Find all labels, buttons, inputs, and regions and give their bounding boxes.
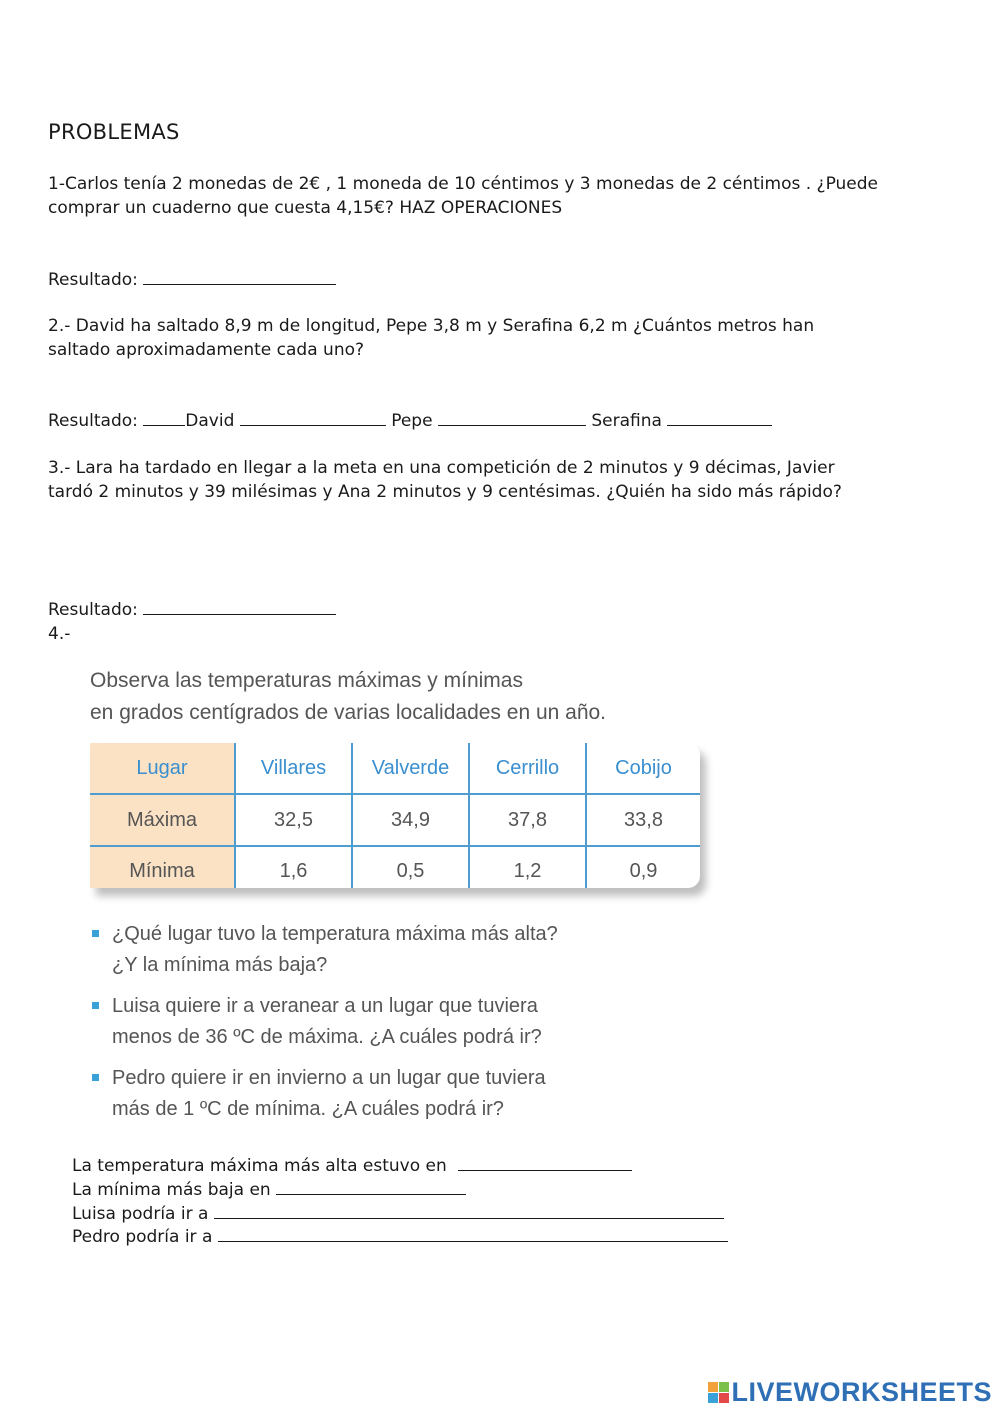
problem-2-line-1: 2.- David ha saltado 8,9 m de longitud, Pepe 3,8 m y Serafina 6,2 m ¿Cuántos metros han (48, 316, 815, 336)
bullet-square-icon (92, 930, 99, 937)
table-cell: 37,8 (469, 794, 586, 846)
table-row-maxima (90, 794, 700, 846)
table-cell: 34,9 (352, 794, 469, 846)
question-1-line-1: ¿Qué lugar tuvo la temperatura máxima más alta? (112, 923, 558, 945)
problem-2-line-2: saltado aproximadamente cada uno? (48, 340, 365, 360)
problem-2-pre-blank[interactable] (143, 410, 185, 426)
brand-text: LIVEWORKSHEETS (731, 1376, 992, 1407)
name-david: David (185, 411, 235, 431)
table-cell: 33,8 (586, 794, 700, 846)
answer-min (72, 1179, 466, 1202)
problem-1-line-1: 1-Carlos tenía 2 monedas de 2€ , 1 moneda de 10 céntimos y 3 monedas de 2 céntimos . ¿Puede (48, 174, 879, 194)
table-cell: Villares (235, 743, 352, 794)
table-cell: Valverde (352, 743, 469, 794)
result-label: Resultado: (48, 411, 138, 431)
table-cell: 0,5 (352, 846, 469, 888)
table-cell: 1,6 (235, 846, 352, 888)
problem-2-result (48, 409, 772, 433)
intro-line-2: en grados centígrados de varias localidades en un año. (90, 701, 607, 724)
liveworksheets-logo[interactable] (708, 1377, 992, 1407)
problem-2-text (48, 314, 963, 362)
answer-pedro (72, 1226, 728, 1249)
table-cell: 1,2 (469, 846, 586, 888)
question-3-line-1: Pedro quiere ir en invierno a un lugar que tuviera (112, 1067, 546, 1089)
temperature-table (90, 743, 700, 888)
table-cell: Mínima (90, 846, 235, 888)
intro-line-1: Observa las temperaturas máximas y mínimas (90, 669, 523, 692)
table-row-minima (90, 846, 700, 888)
problem-1-line-2: comprar un cuaderno que cuesta 4,15€? HAZ OPERACIONES (48, 198, 563, 218)
page-title: PROBLEMAS (48, 120, 180, 144)
question-2 (92, 991, 542, 1053)
answer-luisa (72, 1203, 724, 1226)
table-cell: Máxima (90, 794, 235, 846)
table-cell: 32,5 (235, 794, 352, 846)
problem-3-result (48, 598, 336, 622)
answer-max-label: La temperatura máxima más alta estuvo en (72, 1156, 447, 1176)
result-label: Resultado: (48, 600, 138, 620)
table-cell: Cerrillo (469, 743, 586, 794)
answer-max-blank[interactable] (458, 1155, 632, 1171)
answer-pedro-blank[interactable] (218, 1226, 728, 1242)
name-pepe: Pepe (391, 411, 433, 431)
problem-3-answer-blank[interactable] (143, 599, 336, 615)
answer-min-label: La mínima más baja en (72, 1180, 271, 1200)
david-answer-blank[interactable] (240, 410, 386, 426)
serafina-answer-blank[interactable] (667, 410, 772, 426)
question-3-line-2: más de 1 ºC de mínima. ¿A cuáles podrá ir? (112, 1098, 504, 1120)
pepe-answer-blank[interactable] (438, 410, 586, 426)
answer-luisa-blank[interactable] (214, 1203, 724, 1219)
question-2-line-2: menos de 36 ºC de máxima. ¿A cuáles podrá ir? (112, 1026, 542, 1048)
question-1 (92, 919, 558, 981)
bullet-square-icon (92, 1074, 99, 1081)
result-label: Resultado: (48, 270, 138, 290)
problem-4-intro (90, 665, 606, 729)
question-3 (92, 1063, 546, 1125)
answer-pedro-label: Pedro podría ir a (72, 1227, 213, 1247)
table-cell: 0,9 (629, 860, 658, 882)
problem-3-line-1: 3.- Lara ha tardado en llegar a la meta en una competición de 2 minutos y 9 décimas, Javier (48, 458, 835, 478)
question-1-line-2: ¿Y la mínima más baja? (112, 954, 328, 976)
logo-grid-icon (708, 1382, 729, 1403)
name-serafina: Serafina (591, 411, 662, 431)
problem-1-text (48, 172, 963, 220)
question-2-line-1: Luisa quiere ir a veranear a un lugar que tuviera (112, 995, 538, 1017)
answer-max (72, 1155, 632, 1178)
problem-3-text (48, 456, 963, 504)
table-header-row (90, 743, 700, 794)
problem-1-result (48, 268, 336, 292)
bullet-square-icon (92, 1002, 99, 1009)
answer-min-blank[interactable] (276, 1179, 466, 1195)
problem-4-label: 4.- (48, 624, 71, 644)
problem-3-line-2: tardó 2 minutos y 39 milésimas y Ana 2 minutos y 9 centésimas. ¿Quién ha sido más rápido? (48, 482, 842, 502)
table-cell: Lugar (90, 743, 235, 794)
table-cell: Cobijo (586, 743, 700, 794)
problem-1-answer-blank[interactable] (143, 269, 336, 285)
answer-luisa-label: Luisa podría ir a (72, 1204, 209, 1224)
